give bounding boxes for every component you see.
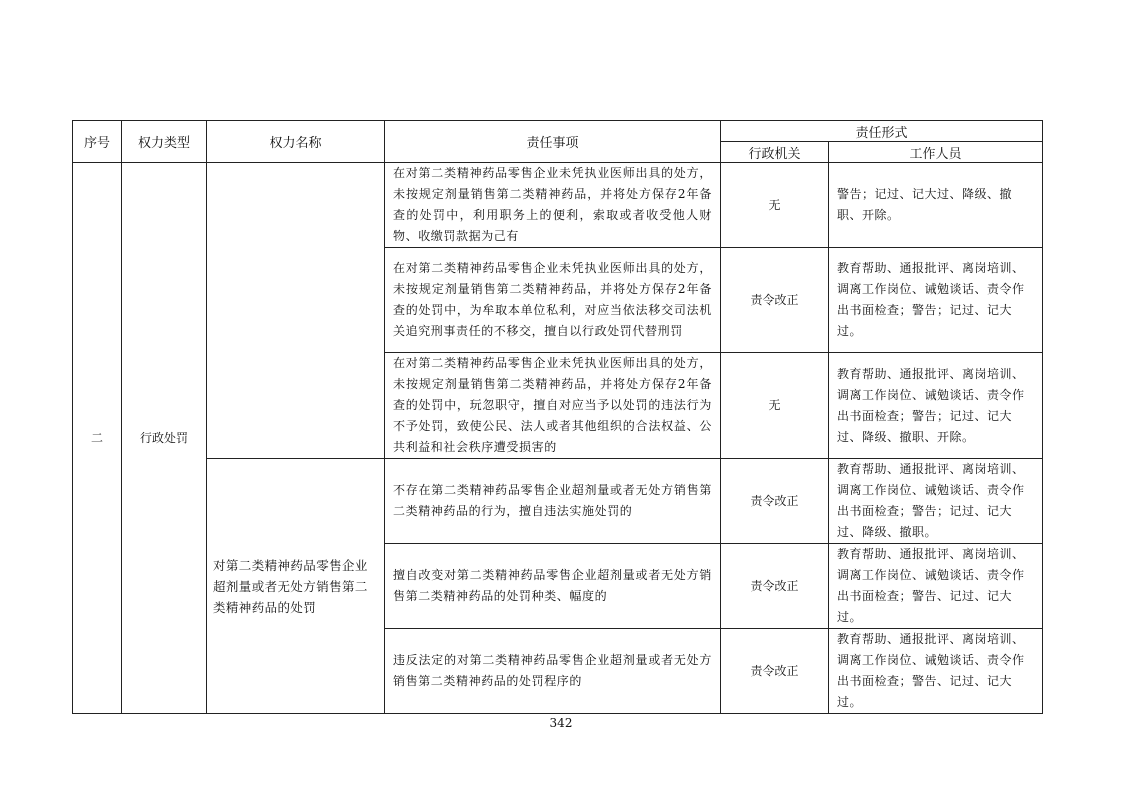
staff-cell: 警告；记过、记大过、降级、撤职、开除。: [829, 163, 1043, 248]
power-name-cell-1: [207, 163, 385, 459]
header-agency: 行政机关: [721, 142, 829, 163]
staff-cell: 教育帮助、通报批评、离岗培训、调离工作岗位、诫勉谈话、责令作出书面检查；警告、记过、记大过。: [829, 544, 1043, 629]
duty-cell: 擅自改变对第二类精神药品零售企业超剂量或者无处方销售第二类精神药品的处罚种类、幅度的: [385, 544, 721, 629]
header-power-type: 权力类型: [122, 121, 207, 163]
header-seq: 序号: [73, 121, 122, 163]
header-duty: 责任事项: [385, 121, 721, 163]
staff-cell: 教育帮助、通报批评、离岗培训、调离工作岗位、诫勉谈话、责令作出书面检查；警告、记过、记大过。: [829, 629, 1043, 714]
table-row: [73, 163, 1043, 248]
agency-cell: 责令改正: [721, 459, 829, 544]
duty-cell: 在对第二类精神药品零售企业未凭执业医师出具的处方，未按规定剂量销售第二类精神药品，并将处方保存2年备查的处罚中，为牟取本单位私利，对应当依法移交司法机关追究刑事责任的不移交，擅自以行政处罚代替刑罚: [385, 248, 721, 353]
header-row-1: [73, 121, 1043, 142]
duty-cell: 不存在第二类精神药品零售企业超剂量或者无处方销售第二类精神药品的行为，擅自违法实施处罚的: [385, 459, 721, 544]
seq-cell: 二: [73, 163, 122, 714]
header-staff: 工作人员: [829, 142, 1043, 163]
duty-cell: 在对第二类精神药品零售企业未凭执业医师出具的处方，未按规定剂量销售第二类精神药品，并将处方保存2年备查的处罚中，利用职务上的便利，索取或者收受他人财物、收缴罚款据为己有: [385, 163, 721, 248]
table-row: [73, 459, 1043, 544]
power-type-cell: 行政处罚: [122, 163, 207, 714]
staff-cell: 教育帮助、通报批评、离岗培训、调离工作岗位、诫勉谈话、责令作出书面检查；警告；记过、记大过。: [829, 248, 1043, 353]
power-name-cell-2: 对第二类精神药品零售企业超剂量或者无处方销售第二类精神药品的处罚: [207, 459, 385, 714]
header-responsibility-form: 责任形式: [721, 121, 1043, 142]
header-power-name: 权力名称: [207, 121, 385, 163]
agency-cell: 无: [721, 163, 829, 248]
duty-cell: 违反法定的对第二类精神药品零售企业超剂量或者无处方销售第二类精神药品的处罚程序的: [385, 629, 721, 714]
page-number: 342: [549, 716, 573, 730]
agency-cell: 责令改正: [721, 629, 829, 714]
duty-cell: 在对第二类精神药品零售企业未凭执业医师出具的处方，未按规定剂量销售第二类精神药品，并将处方保存2年备查的处罚中，玩忽职守，擅自对应当予以处罚的违法行为不予处罚，致使公民、法人或者其他组织的合法权益、公共利益和社会秩序遭受损害的: [385, 353, 721, 459]
agency-cell: 责令改正: [721, 544, 829, 629]
staff-cell: 教育帮助、通报批评、离岗培训、调离工作岗位、诫勉谈话、责令作出书面检查；警告；记过、记大过、降级、撤职、开除。: [829, 353, 1043, 459]
staff-cell: 教育帮助、通报批评、离岗培训、调离工作岗位、诫勉谈话、责令作出书面检查；警告；记过、记大过、降级、撤职。: [829, 459, 1043, 544]
agency-cell: 无: [721, 353, 829, 459]
responsibility-table: [72, 120, 1043, 714]
agency-cell: 责令改正: [721, 248, 829, 353]
